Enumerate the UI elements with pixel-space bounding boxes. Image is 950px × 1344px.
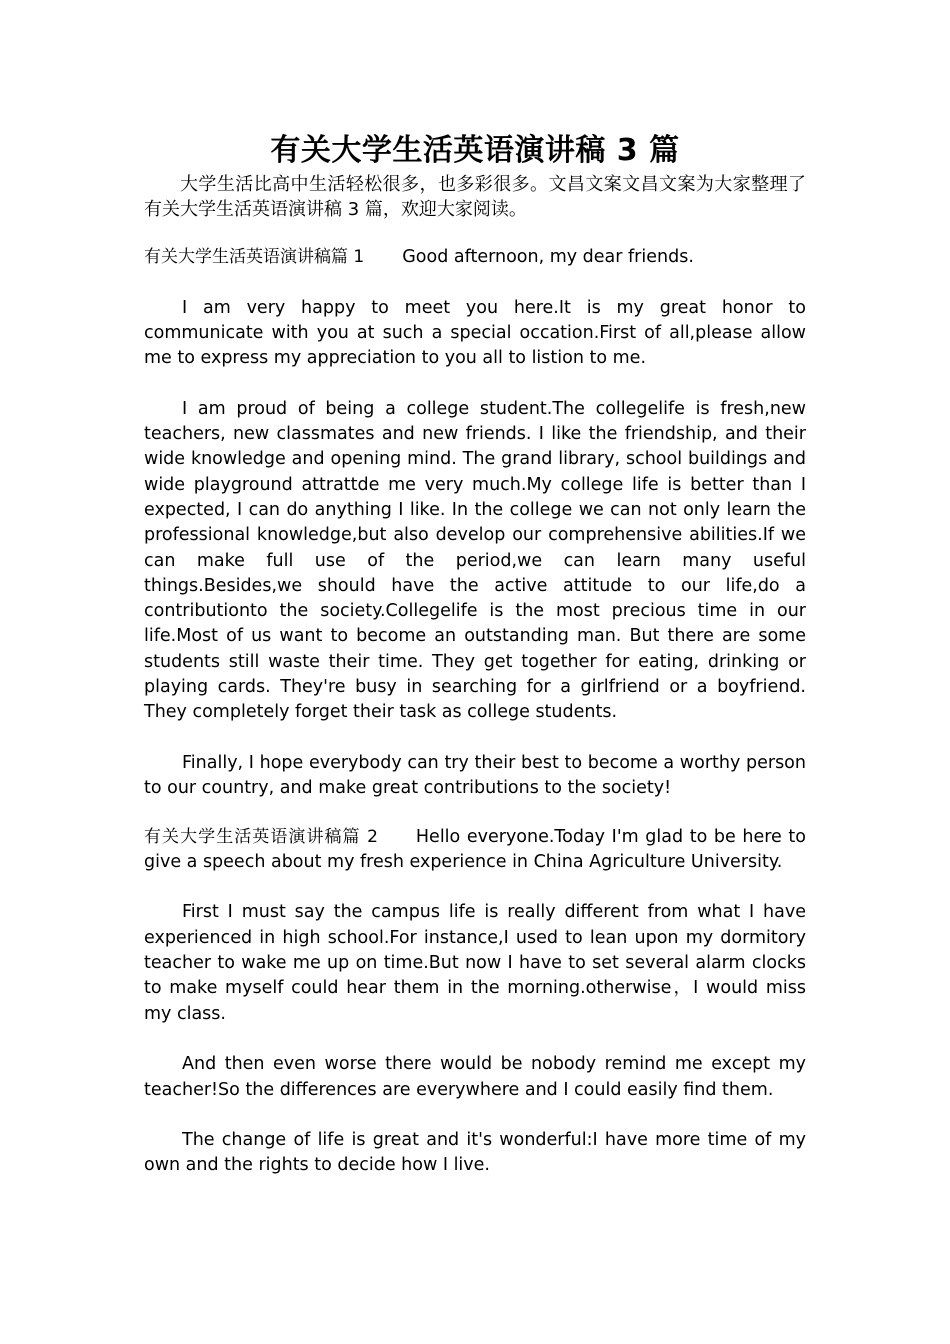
spacer [144,222,806,245]
speech-1-paragraph-1: I am very happy to meet you here.It is my great honor to communicate with you at such a special occation.First of all,please allow me to express my appreciation to you all to listion to me. [144,297,806,369]
speech-1-paragraph-3: Finally, I hope everybody can try their best to become a worthy person to our country, and make great contributions to the society! [144,752,806,799]
speech-2-paragraph-2: And then even worse there would be nobody remind me except my teacher!So the differences are everywhere and I could easily find them. [144,1054,806,1100]
document-body [144,130,806,1179]
speech-1-heading-line [144,245,806,270]
speech-2-heading-line [144,825,806,876]
document-title: 有关大学生活英语演讲稿 3 篇 [270,133,680,168]
spacer [144,270,806,295]
spacer [144,802,806,825]
spacer [144,1103,806,1128]
spacer [144,371,806,396]
speech-2-paragraph-3: The change of life is great and it's wonderful:I have more time of my own and the rights to decide how I live. [144,1130,806,1176]
spacer [144,1027,806,1052]
speech-1-paragraph-2: I am proud of being a college student.The collegelife is fresh,new teachers, new classmates and new friends. I like the friendship, and their wide knowledge and opening mind. The grand library, school buildings and wide playground attrattde me very much.My college life is better than I expected, I can do anything I like. In the college we can not only learn the professional knowledge,but also develop our comprehensive abilities.If we can make full use of the period,we can learn many useful things.Besides,we should have the active attitude to our life,do a contributionto the society.Collegelife is the most precious time in our life.Most of us want to become an outstanding man. But there are some students still waste their time. They get together for eating, drinking or playing cards. They're busy in searching for a girlfriend or a boyfriend. They completely forget their task as college students. [144,398,806,723]
speech-1-opening: Good afternoon, my dear friends. [402,247,694,267]
speech-2-opening: Hello everyone.Today I'm glad to be here to give a speech about my fresh experience in China Agriculture University. [144,826,806,872]
spacer [144,875,806,900]
spacer [144,726,806,751]
speech-1-heading: 有关大学生活英语演讲稿篇 1 [144,247,365,267]
speech-2-heading: 有关大学生活英语演讲稿篇 2 [144,826,378,847]
intro-paragraph: 大学生活比高中生活轻松很多，也多彩很多。文昌文案文昌文案为大家整理了有关大学生活英语演讲稿 3 篇，欢迎大家阅读。 [144,174,806,220]
speech-2-paragraph-1: First I must say the campus life is really different from what I have experienced in high school.For instance,I used to lean upon my dormitory teacher to wake me up on time.But now I have to set several alarm clocks to make myself could hear them in the morning.otherwise，I would miss my class. [144,902,806,1024]
